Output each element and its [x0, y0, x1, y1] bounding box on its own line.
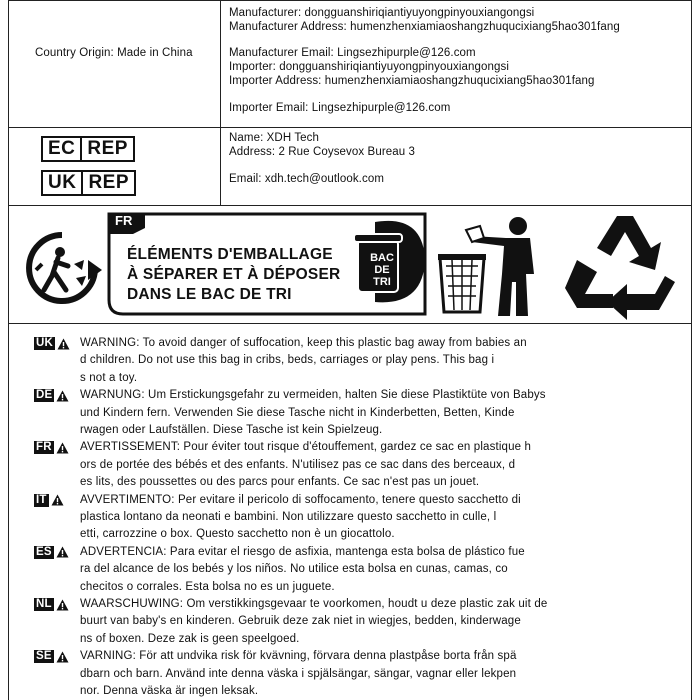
warning-flag-se: [34, 650, 69, 663]
warning-text-line: d children. Do not use this bag in cribs, beds, carriages or play pens. This bag i: [80, 354, 495, 367]
warning-text-line: dbarn och barn. Använd inte denna väska i spjälsängar, sängar, vagnar eller lekpen: [80, 667, 517, 680]
banner-line-3: DANS LE BAC DE TRI: [127, 286, 292, 303]
manufacturer-email: Manufacturer Email: Lingsezhipurple@126.com: [229, 47, 476, 59]
warning-triangle-icon: [57, 338, 70, 350]
divider-origin: [9, 127, 691, 128]
warning-triangle-icon: [56, 651, 69, 663]
ec-rep-label: REP: [87, 138, 128, 159]
ec-rep-code: EC: [43, 138, 82, 160]
banner-line-1: ÉLÉMENTS D'EMBALLAGE: [127, 246, 333, 263]
warning-text-line: AVVERTIMENTO: Per evitare il pericolo di soffocamento, tenere questo sacchetto di: [80, 493, 521, 506]
tidyman-icon: [436, 212, 544, 322]
country-origin: Country Origin: Made in China: [35, 47, 193, 59]
recycle-icon: [555, 210, 680, 320]
warning-text-line: etti, carrozzine o box. Questo sacchetto non è un giocattolo.: [80, 528, 395, 541]
bin-text-3: TRI: [373, 276, 391, 288]
bin-text-1: BAC: [370, 252, 394, 264]
warning-text-line: und Kindern fern. Verwenden Sie diese Tasche nicht in Kinderbetten, Betten, Kinde: [80, 406, 515, 419]
fr-tag: FR: [115, 213, 133, 228]
warning-text-line: rwagen oder Laufställen. Diese Tasche ist kein Spielzeug.: [80, 424, 383, 436]
language-code: UK: [36, 337, 54, 349]
language-code: FR: [36, 441, 52, 454]
divider-triman: [9, 323, 691, 324]
manufacturer: Manufacturer: dongguanshiriqiantiyuyongpinyouxiangongsi: [229, 7, 535, 19]
warning-text-line: es lits, des poussettes ou des parcs pour enfants. Ce sac n'est pas un jouet.: [80, 476, 480, 489]
warning-text-line: WARNUNG: Um Erstickungsgefahr zu vermeiden, halten Sie diese Plastiktüte von Babys: [80, 389, 546, 402]
uk-rep-label: REP: [88, 172, 130, 193]
uk-rep-code: UK: [43, 172, 83, 194]
warning-text-line: plastica lontano da neonati e bambini. Non utilizzare questo sacchetto in culle, l: [80, 511, 497, 523]
warning-text-line: ns of boxen. Deze zak is geen speelgoed.: [80, 632, 300, 645]
rep-email: Email: xdh.tech@outlook.com: [229, 173, 384, 185]
importer-address: Importer Address: humenzhenxiamiaoshangzhuqucixiang5hao301fang: [229, 75, 595, 87]
divider-rep: [9, 205, 691, 206]
bin-text-2: DE: [374, 264, 390, 276]
warning-triangle-icon: [51, 494, 64, 506]
warning-flag-de: [34, 389, 69, 402]
warning-text-line: ADVERTENCIA: Para evitar el riesgo de asfixia, mantenga esta bolsa de plástico fue: [80, 545, 525, 558]
warning-text-line: WAARSCHUWING: Om verstikkingsgevaar te voorkomen, houdt u deze plastic zak uit de: [80, 598, 548, 610]
info-tri-banner: [105, 210, 435, 318]
warning-text-line: nor. Denna väska är ingen leksak.: [80, 685, 259, 697]
warning-text-line: WARNING: To avoid danger of suffocation, keep this plastic bag away from babies an: [80, 337, 527, 349]
importer: Importer: dongguanshiriqiantiyuyongpinyouxiangongsi: [229, 61, 510, 73]
warning-flag-nl: [34, 598, 69, 611]
triman-icon: [22, 230, 102, 308]
manufacturer-address: Manufacturer Address: humenzhenxiamiaoshangzhuqucixiang5hao301fang: [229, 21, 620, 33]
importer-email: Importer Email: Lingsezhipurple@126.com: [229, 102, 451, 114]
warning-text-line: ors de portée des bébés et des enfants. N'utilisez pas ce sac dans des berceaux, d: [80, 458, 516, 471]
warning-text-line: ra del alcance de los bebés y los niños. No utilice esta bolsa en cunas, camas, co: [80, 563, 508, 576]
language-code: DE: [36, 389, 53, 402]
language-code: NL: [36, 598, 52, 610]
uk-rep-mark: [41, 170, 136, 196]
label-sheet: [8, 0, 692, 700]
rep-address: Address: 2 Rue Coysevox Bureau 3: [229, 146, 416, 158]
warning-flag-fr: [34, 441, 69, 454]
warning-text-line: VARNING: För att undvika risk för kvävning, förvara denna plastpåse borta från spä: [80, 650, 517, 663]
column-divider: [220, 0, 221, 205]
language-code: IT: [36, 493, 47, 506]
warning-text-line: s not a toy.: [80, 371, 138, 384]
bin-label: [367, 252, 397, 288]
warning-triangle-icon: [56, 442, 69, 454]
warning-text-line: buurt van baby's en kinderen. Gebruik deze zak niet in wiegjes, bedden, kinderwage: [80, 615, 521, 628]
warning-flag-es: [34, 546, 69, 559]
language-code: ES: [36, 545, 52, 558]
warning-flag-uk: [34, 337, 70, 350]
warning-triangle-icon: [56, 599, 69, 611]
warning-flag-it: [34, 494, 64, 507]
warning-triangle-icon: [56, 390, 69, 402]
ec-rep-mark: [41, 136, 135, 162]
warning-text-line: AVERTISSEMENT: Pour éviter tout risque d'étouffement, gardez ce sac en plastique h: [80, 441, 532, 454]
top-border: [9, 0, 691, 1]
warning-text-line: checitos o corrales. Esta bolsa no es un juguete.: [80, 580, 335, 593]
rep-name: Name: XDH Tech: [229, 132, 320, 144]
banner-line-2: À SÉPARER ET À DÉPOSER: [127, 266, 341, 283]
warning-triangle-icon: [56, 546, 69, 558]
language-code: SE: [36, 650, 52, 663]
